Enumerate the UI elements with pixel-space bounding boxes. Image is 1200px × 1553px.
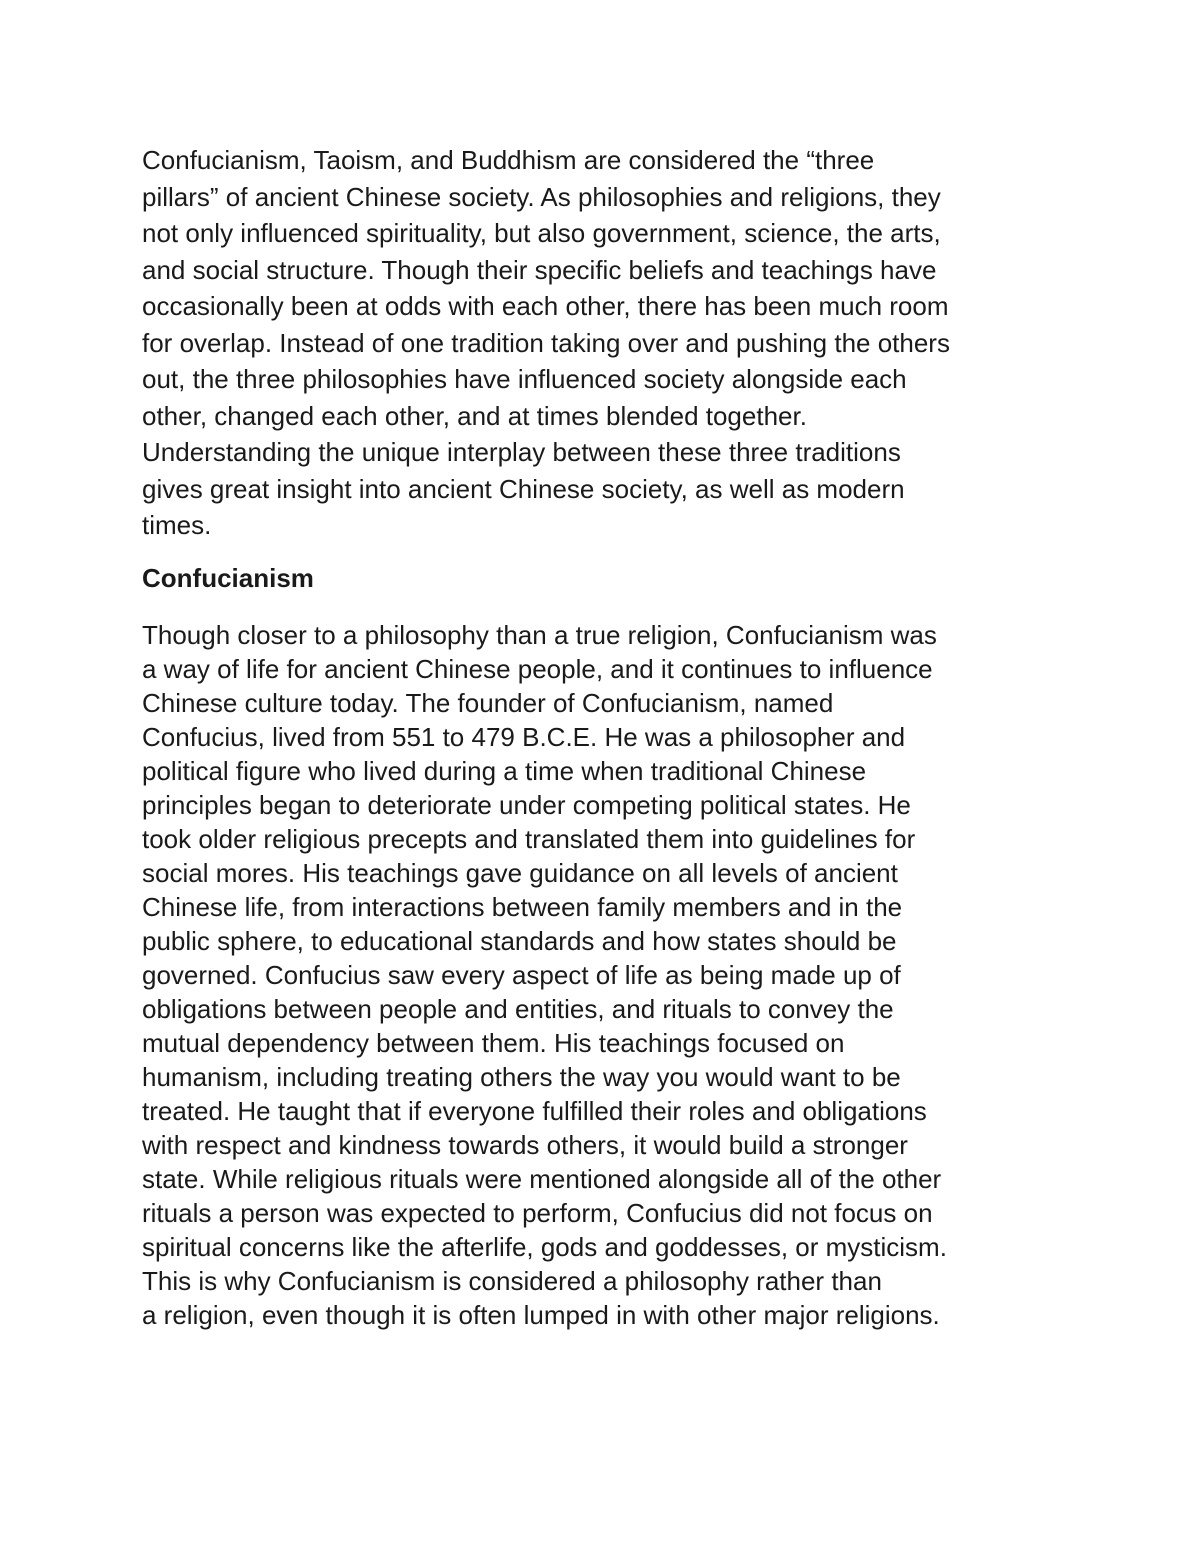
paragraph-line: with respect and kindness towards others, it would build a stronger [142, 1129, 908, 1160]
paragraph-line: political figure who lived during a time when traditional Chinese [142, 755, 867, 786]
paragraph-line: Chinese culture today. The founder of Confucianism, named [142, 687, 834, 718]
paragraph-line: gives great insight into ancient Chinese society, as well as modern [142, 473, 905, 504]
paragraph-line: Chinese life, from interactions between family members and in the [142, 891, 903, 922]
paragraph-line: other, changed each other, and at times blended together. [142, 400, 807, 431]
paragraph-line: not only influenced spirituality, but also government, science, the arts, [142, 218, 941, 248]
paragraph-line: This is why Confucianism is considered a philosophy rather than [142, 1265, 882, 1296]
paragraph-line: for overlap. Instead of one tradition taking over and pushing the others [142, 327, 950, 358]
paragraph-line: humanism, including treating others the way you would want to be [142, 1061, 901, 1092]
paragraph-line: Confucius, lived from 551 to 479 B.C.E. He was a philosopher and [142, 721, 906, 752]
paragraph-line: a way of life for ancient Chinese people, and it continues to influence [142, 653, 933, 684]
paragraph-line: Though closer to a philosophy than a true religion, Confucianism was [142, 619, 937, 650]
paragraph-line: state. While religious rituals were mentioned alongside all of the other [142, 1163, 942, 1194]
paragraph-line: took older religious precepts and translated them into guidelines for [142, 823, 916, 854]
paragraph-line: public sphere, to educational standards and how states should be [142, 925, 897, 956]
paragraph-line: governed. Confucius saw every aspect of life as being made up of [142, 959, 901, 990]
paragraph-line: Understanding the unique interplay between these three traditions [142, 437, 901, 467]
confucianism-paragraph [142, 618, 1072, 1332]
paragraph-line: social mores. His teachings gave guidance on all levels of ancient [142, 857, 898, 888]
document-body [142, 142, 1072, 1332]
section-heading: Confucianism [142, 562, 314, 593]
intro-paragraph [142, 142, 1072, 544]
paragraph-line: out, the three philosophies have influenced society alongside each [142, 364, 907, 394]
paragraph-line: treated. He taught that if everyone fulfilled their roles and obligations [142, 1095, 927, 1126]
paragraph-line: rituals a person was expected to perform, Confucius did not focus on [142, 1197, 933, 1228]
paragraph-line: pillars” of ancient Chinese society. As philosophies and religions, they [142, 181, 941, 212]
paragraph-line: a religion, even though it is often lumped in with other major religions. [142, 1299, 940, 1330]
paragraph-line: Confucianism, Taoism, and Buddhism are considered the “three [142, 145, 875, 175]
paragraph-line: and social structure. Though their specific beliefs and teachings have [142, 254, 937, 285]
paragraph-line: principles began to deteriorate under competing political states. He [142, 789, 911, 820]
paragraph-line: spiritual concerns like the afterlife, gods and goddesses, or mysticism. [142, 1231, 947, 1262]
paragraph-line: mutual dependency between them. His teachings focused on [142, 1027, 845, 1058]
paragraph-line: times. [142, 510, 212, 540]
paragraph-line: obligations between people and entities, and rituals to convey the [142, 993, 894, 1024]
paragraph-line: occasionally been at odds with each other, there has been much room [142, 291, 949, 321]
